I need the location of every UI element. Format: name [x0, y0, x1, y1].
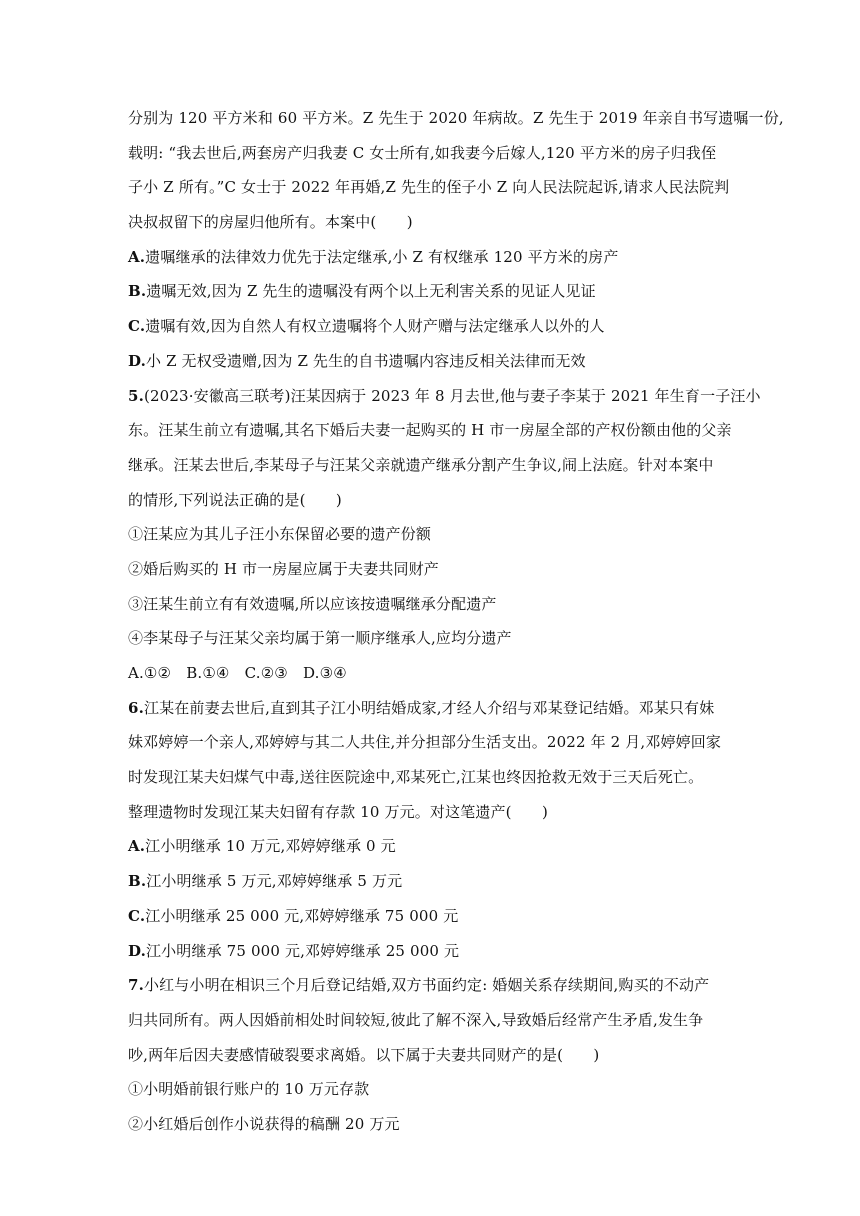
question-number: 5.	[128, 386, 144, 405]
question-4-option-b	[128, 274, 738, 309]
option-letter: C.	[128, 317, 146, 336]
question-4-option-c	[128, 309, 738, 344]
option-letter: D.	[128, 351, 146, 370]
question-4	[128, 101, 784, 379]
question-7	[128, 968, 738, 1141]
question-6-stem-line: 时发现江某夫妇煤气中毒,送往医院途中,邓某死亡,江某也终因抢救无效于三天后死亡。	[128, 768, 704, 787]
question-4-option-d	[128, 344, 738, 379]
question-4-stem-line: 载明: “我去世后,两套房产归我妻 C 女士所有,如我妻今后嫁人,120 平方米的房子归我侄	[128, 143, 717, 162]
option-text: 江小明继承 5 万元,邓婷婷继承 5 万元	[146, 872, 403, 891]
question-4-option-a	[128, 240, 738, 275]
question-4-stem-line: 分别为 120 平方米和 60 平方米。Z 先生于 2020 年病故。Z 先生于 2019 年亲自书写遗嘱一份,	[128, 109, 784, 127]
question-6-stem-line: 妹邓婷婷一个亲人,邓婷婷与其二人共住,并分担部分生活支出。2022 年 2 月,邓婷婷回家	[128, 733, 722, 752]
question-5-statement: ①汪某应为其儿子汪小东保留必要的遗产份额	[128, 525, 432, 544]
question-5-stem-line: 的情形,下列说法正确的是( )	[128, 490, 342, 509]
question-5-statement: ④李某母子与汪某父亲均属于第一顺序继承人,应均分遗产	[128, 629, 512, 648]
option-text: 江小明继承 25 000 元,邓婷婷继承 75 000 元	[145, 906, 459, 925]
question-6-stem-line	[128, 691, 738, 726]
question-6-option-d	[128, 934, 738, 969]
question-6-option-a	[128, 829, 738, 864]
question-7-stem-line	[128, 968, 738, 1003]
question-7-statement: ②小红婚后创作小说获得的稿酬 20 万元	[128, 1114, 400, 1133]
option-text: 小 Z 无权受遗赠,因为 Z 先生的自书遗嘱内容违反相关法律而无效	[146, 351, 586, 370]
question-text: 小红与小明在相识三个月后登记结婚,双方书面约定: 婚姻关系存续期间,购买的不动产	[143, 976, 710, 995]
question-4-stem-line: 决叔叔留下的房屋归他所有。本案中( )	[128, 213, 413, 232]
option-letter: C.	[128, 906, 146, 925]
question-5-statement: ③汪某生前立有有效遗嘱,所以应该按遗嘱继承分配遗产	[128, 594, 497, 613]
question-5-choices: A.①② B.①④ C.②③ D.③④	[128, 664, 347, 682]
question-5	[128, 379, 761, 691]
question-4-stem-line: 子小 Z 所有。”C 女士于 2022 年再婚,Z 先生的侄子小 Z 向人民法院起诉,请求人民法院判	[128, 178, 730, 197]
option-text: 江小明继承 75 000 元,邓婷婷继承 25 000 元	[146, 941, 460, 960]
question-number: 7.	[128, 976, 144, 995]
question-6-option-b	[128, 864, 738, 899]
option-text: 遗嘱有效,因为自然人有权立遗嘱将个人财产赠与法定继承人以外的人	[145, 317, 605, 336]
question-7-statement: ①小明婚前银行账户的 10 万元存款	[128, 1080, 370, 1099]
option-text: 江小明继承 10 万元,邓婷婷继承 0 元	[145, 837, 396, 856]
question-6-option-c	[128, 899, 738, 934]
option-letter: B.	[128, 872, 147, 891]
question-5-stem-line: 东。汪某生前立有遗嘱,其名下婚后夫妻一起购买的 H 市一房屋全部的产权份额由他的父亲	[128, 421, 732, 440]
option-letter: D.	[128, 941, 146, 960]
option-letter: A.	[128, 837, 146, 856]
option-text: 遗嘱无效,因为 Z 先生的遗嘱没有两个以上无利害关系的见证人见证	[146, 282, 596, 301]
question-text: (2023·安徽高三联考)汪某因病于 2023 年 8 月去世,他与妻子李某于 2021 年生育一子汪小	[143, 386, 761, 405]
question-5-statement: ②婚后购买的 H 市一房屋应属于夫妻共同财产	[128, 559, 439, 578]
question-number: 6.	[128, 698, 144, 717]
question-6-stem-line: 整理遗物时发现江某夫妇留有存款 10 万元。对这笔遗产( )	[128, 802, 548, 821]
question-text: 江某在前妻去世后,直到其子江小明结婚成家,才经人介绍与邓某登记结婚。邓某只有妹	[143, 698, 715, 717]
question-5-stem-line: 继承。汪某去世后,李某母子与汪某父亲就遗产继承分割产生争议,闹上法庭。针对本案中	[128, 455, 714, 474]
question-7-stem-line: 归共同所有。两人因婚前相处时间较短,彼此了解不深入,导致婚后经常产生矛盾,发生争	[128, 1010, 704, 1029]
option-letter: A.	[128, 247, 146, 266]
document-body	[128, 101, 784, 1142]
option-letter: B.	[128, 282, 147, 301]
option-text: 遗嘱继承的法律效力优先于法定继承,小 Z 有权继承 120 平方米的房产	[145, 247, 619, 266]
question-7-stem-line: 吵,两年后因夫妻感情破裂要求离婚。以下属于夫妻共同财产的是( )	[128, 1045, 600, 1064]
question-6	[128, 691, 738, 969]
question-5-stem-line	[128, 379, 761, 414]
